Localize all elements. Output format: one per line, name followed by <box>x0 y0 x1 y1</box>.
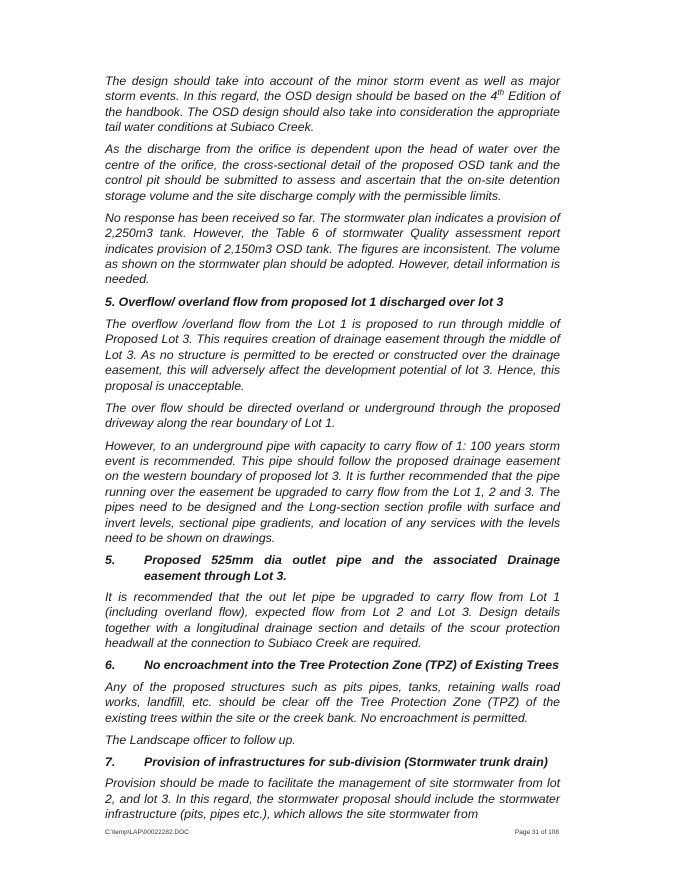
paragraph-text: The design should take into account of the minor storm event as well as major storm events. In this regard, the OSD design should be based on the 4 <box>105 74 560 104</box>
section-heading <box>105 553 560 584</box>
section-title: No encroachment into the Tree Protection Zone (TPZ) of Existing Trees <box>144 658 559 673</box>
paragraph-text-tail: Edition of the handbook. The OSD design should also take into consideration the appropriate tail water conditions at Subiaco Creek. <box>105 89 560 135</box>
paragraph: No response has been received so far. The stormwater plan indicates a provision of 2,250m3 tank. However, the Table 6 of stormwater Quality assessment report indicates provision of 2,150m3 OSD tank. The figures are inconsistent. The volume as shown on the stormwater plan should be adopted. However, detail information is needed. <box>105 210 560 287</box>
paragraph: Any of the proposed structures such as pits pipes, tanks, retaining walls road works, landfill, etc. should be clear off the Tree Protection Zone (TPZ) of the existing trees within the site or the creek bank. No encroachment is permitted. <box>105 679 560 725</box>
superscript: th <box>497 88 505 98</box>
paragraph: The overflow /overland flow from the Lot 1 is proposed to run through middle of Proposed Lot 3. This requires creation of drainage easement through the middle of Lot 3. As no structure is permitted to be erected or constructed over the drainage easement, this will adversely affect the development potential of lot 3. Hence, this proposal is unacceptable. <box>105 317 560 393</box>
section-number: 5. <box>105 553 116 568</box>
section-title: Provision of infrastructures for sub-division (Stormwater trunk drain) <box>144 755 548 770</box>
section-number: 7. <box>105 755 116 770</box>
paragraph: The Landscape officer to follow up. <box>105 732 296 747</box>
section-number: 6. <box>105 658 116 673</box>
paragraph: The over flow should be directed overland or underground through the proposed driveway along the rear boundary of Lot 1. <box>105 400 560 431</box>
paragraph: Provision should be made to facilitate the management of site stormwater from lot 2, and lot 3. In this regard, the stormwater proposal should include the stormwater infrastructure (pits, pipes etc.), which allows the site stormwater from <box>105 776 560 822</box>
section-heading: 5. Overflow/ overland flow from proposed lot 1 discharged over lot 3 <box>105 294 504 309</box>
paragraph: It is recommended that the out let pipe be upgraded to carry flow from Lot 1 (including overland flow), expected flow from Lot 2 and Lot 3. Design details together with a longitudinal drainage section and details of the scour protection headwall at the connection to Subiaco Creek are required. <box>105 589 560 651</box>
paragraph <box>105 74 560 136</box>
paragraph: However, to an underground pipe with capacity to carry flow of 1: 100 years storm event is recommended. This pipe should follow the proposed drainage easement on the western boundary of proposed lot 3. It is further recommended that the pipe running over the easement be upgraded to carry flow from the Lot 1, 2 and 3. The pipes need to be designed and the Long-section section profile with surface and invert levels, sectional pipe gradients, and location of any services with the levels need to be shown on drawings. <box>105 438 560 545</box>
footer-file-path: C:\temp\LAP\00022282.DOC <box>105 829 189 836</box>
page-body <box>105 74 560 829</box>
section-title: Proposed 525mm dia outlet pipe and the associated Drainage easement through Lot 3. <box>144 553 560 583</box>
section-heading <box>105 658 560 673</box>
paragraph: As the discharge from the orifice is dependent upon the head of water over the centre of the orifice, the cross-sectional detail of the proposed OSD tank and the control pit should be submitted to assess and ascertain that the on-site detention storage volume and the site discharge comply with the permissible limits. <box>105 142 560 203</box>
footer-page-number: Page 31 of 108 <box>514 829 559 836</box>
section-heading <box>105 755 560 770</box>
